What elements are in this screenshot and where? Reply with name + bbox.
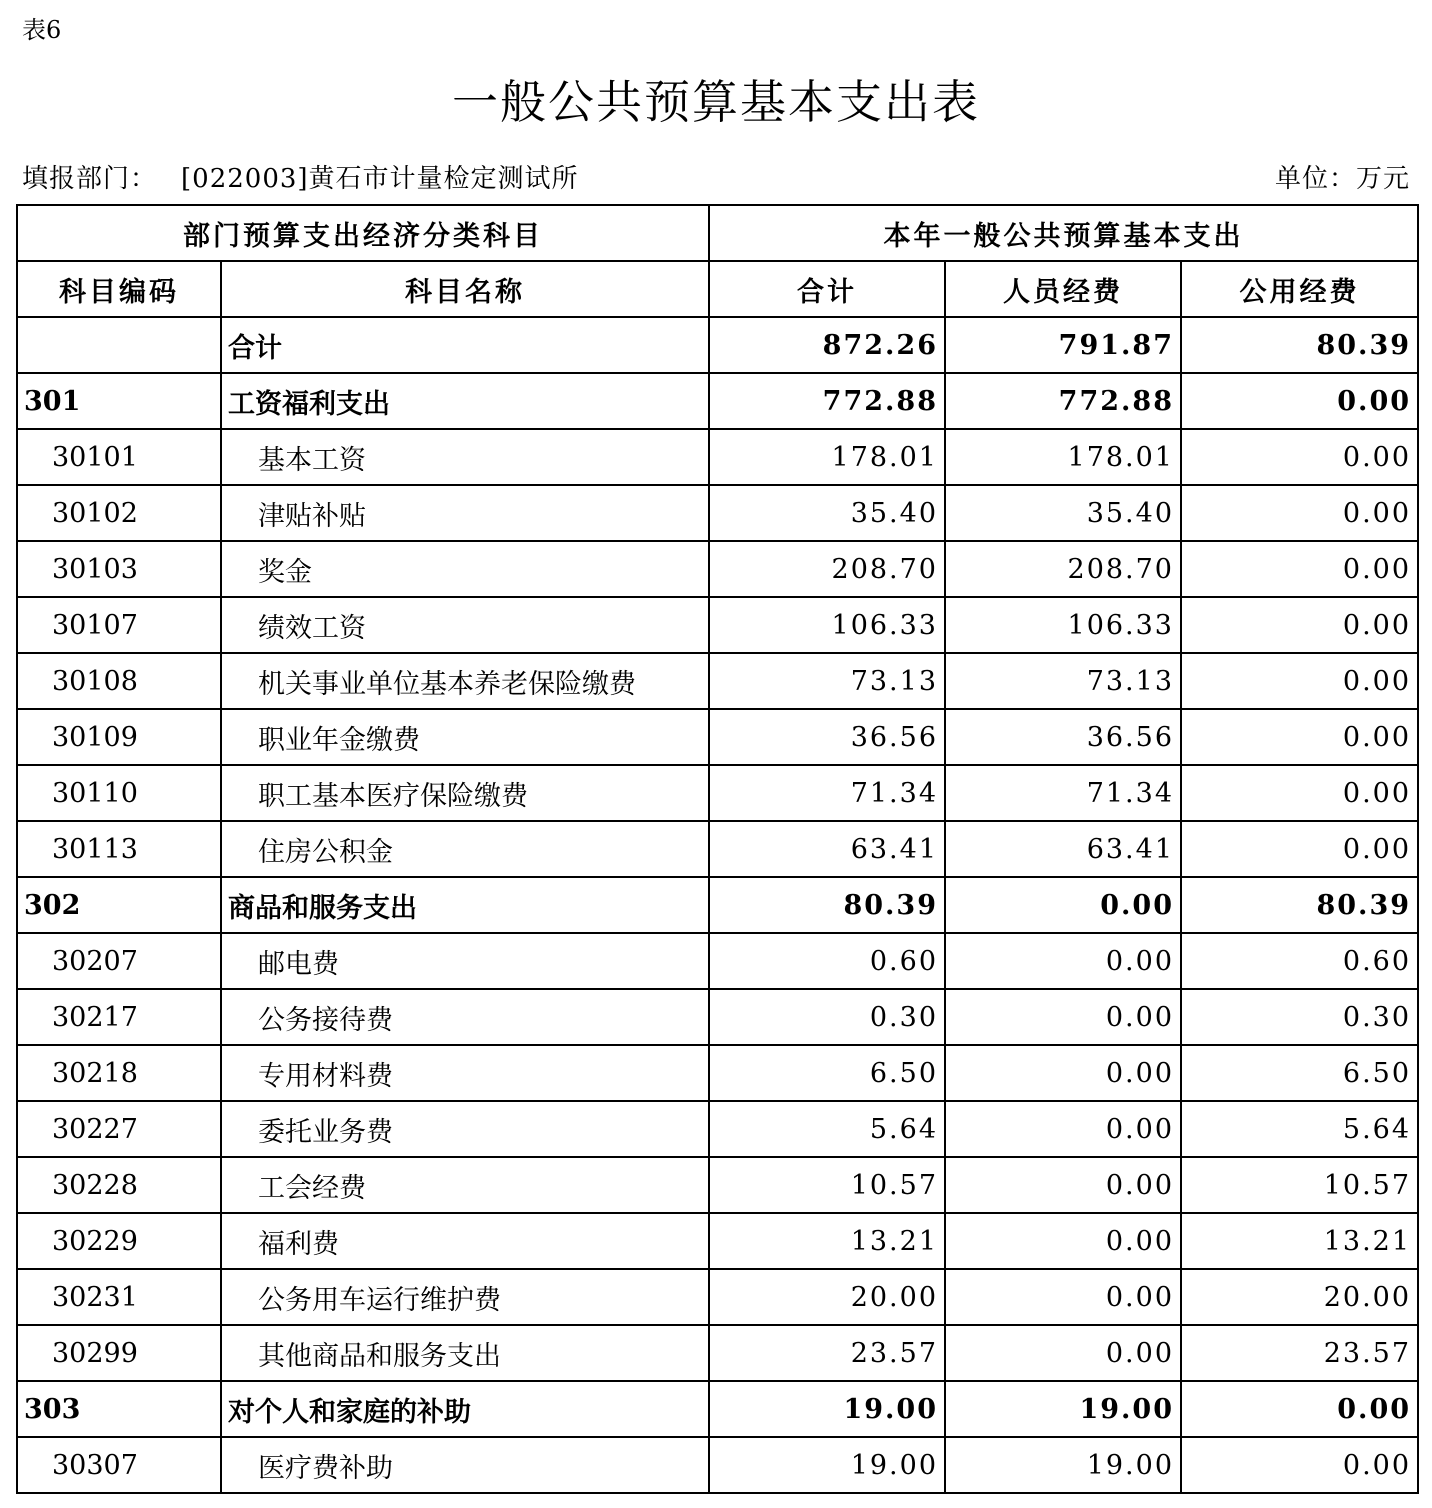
table-row <box>17 373 1418 429</box>
cell-public-expense: 0.00 <box>1181 597 1418 653</box>
cell-personnel-expense: 0.00 <box>945 1325 1181 1381</box>
table-row <box>17 765 1418 821</box>
cell-total: 0.30 <box>709 989 945 1045</box>
cell-personnel-expense: 0.00 <box>945 1213 1181 1269</box>
table-row <box>17 709 1418 765</box>
cell-personnel-expense: 0.00 <box>945 877 1181 933</box>
cell-subject-code: 30228 <box>17 1157 221 1213</box>
cell-total: 20.00 <box>709 1269 945 1325</box>
cell-subject-name: 工会经费 <box>221 1157 709 1213</box>
cell-public-expense: 0.00 <box>1181 485 1418 541</box>
cell-public-expense: 0.30 <box>1181 989 1418 1045</box>
cell-subject-code: 30113 <box>17 821 221 877</box>
cell-public-expense: 0.00 <box>1181 1437 1418 1493</box>
cell-public-expense: 13.21 <box>1181 1213 1418 1269</box>
table-row <box>17 317 1418 373</box>
cell-subject-name: 绩效工资 <box>221 597 709 653</box>
cell-subject-code: 30109 <box>17 709 221 765</box>
cell-subject-name: 邮电费 <box>221 933 709 989</box>
cell-subject-code: 30299 <box>17 1325 221 1381</box>
table-number: 表6 <box>22 16 62 44</box>
cell-public-expense: 0.60 <box>1181 933 1418 989</box>
cell-subject-name: 医疗费补助 <box>221 1437 709 1493</box>
cell-public-expense: 6.50 <box>1181 1045 1418 1101</box>
cell-public-expense: 10.57 <box>1181 1157 1418 1213</box>
cell-subject-name: 奖金 <box>221 541 709 597</box>
header-subject-code: 科目编码 <box>17 261 221 317</box>
table-row <box>17 653 1418 709</box>
header-personnel-expense: 人员经费 <box>945 261 1181 317</box>
cell-total: 35.40 <box>709 485 945 541</box>
cell-subject-name: 机关事业单位基本养老保险缴费 <box>221 653 709 709</box>
cell-subject-name: 对个人和家庭的补助 <box>221 1381 709 1437</box>
cell-personnel-expense: 0.00 <box>945 1045 1181 1101</box>
cell-total: 208.70 <box>709 541 945 597</box>
cell-total: 772.88 <box>709 373 945 429</box>
cell-total: 13.21 <box>709 1213 945 1269</box>
cell-subject-name: 基本工资 <box>221 429 709 485</box>
cell-subject-code: 30110 <box>17 765 221 821</box>
cell-total: 63.41 <box>709 821 945 877</box>
cell-personnel-expense: 0.00 <box>945 989 1181 1045</box>
cell-subject-code: 30217 <box>17 989 221 1045</box>
department-label: 填报部门： <box>22 164 158 194</box>
cell-total: 71.34 <box>709 765 945 821</box>
cell-total: 872.26 <box>709 317 945 373</box>
cell-subject-name: 津贴补贴 <box>221 485 709 541</box>
header-annual-basic-expenditure: 本年一般公共预算基本支出 <box>709 205 1418 261</box>
report-meta <box>22 160 1410 198</box>
cell-total: 106.33 <box>709 597 945 653</box>
cell-personnel-expense: 73.13 <box>945 653 1181 709</box>
cell-public-expense: 80.39 <box>1181 317 1418 373</box>
table-row <box>17 1213 1418 1269</box>
header-subject-name: 科目名称 <box>221 261 709 317</box>
table-row <box>17 1045 1418 1101</box>
table-row <box>17 933 1418 989</box>
cell-personnel-expense: 0.00 <box>945 933 1181 989</box>
cell-personnel-expense: 0.00 <box>945 1157 1181 1213</box>
unit-label: 单位：万元 <box>1274 164 1410 194</box>
cell-total: 19.00 <box>709 1381 945 1437</box>
cell-total: 36.56 <box>709 709 945 765</box>
cell-total: 19.00 <box>709 1437 945 1493</box>
department-value: [022003]黄石市计量检定测试所 <box>181 164 579 194</box>
table-row <box>17 485 1418 541</box>
cell-public-expense: 80.39 <box>1181 877 1418 933</box>
table-row <box>17 429 1418 485</box>
cell-subject-code: 30307 <box>17 1437 221 1493</box>
cell-subject-name: 工资福利支出 <box>221 373 709 429</box>
cell-total: 0.60 <box>709 933 945 989</box>
cell-subject-code: 303 <box>17 1381 221 1437</box>
header-row-columns <box>17 261 1418 317</box>
cell-personnel-expense: 0.00 <box>945 1269 1181 1325</box>
cell-public-expense: 23.57 <box>1181 1325 1418 1381</box>
cell-subject-name: 专用材料费 <box>221 1045 709 1101</box>
table-row <box>17 597 1418 653</box>
cell-subject-name: 委托业务费 <box>221 1101 709 1157</box>
cell-personnel-expense: 0.00 <box>945 1101 1181 1157</box>
cell-total: 178.01 <box>709 429 945 485</box>
cell-subject-name: 福利费 <box>221 1213 709 1269</box>
cell-personnel-expense: 208.70 <box>945 541 1181 597</box>
cell-subject-code: 30107 <box>17 597 221 653</box>
table-row <box>17 1157 1418 1213</box>
cell-personnel-expense: 106.33 <box>945 597 1181 653</box>
table-row <box>17 877 1418 933</box>
cell-subject-code: 30207 <box>17 933 221 989</box>
budget-table <box>16 204 1419 1494</box>
cell-subject-name: 商品和服务支出 <box>221 877 709 933</box>
cell-subject-code: 302 <box>17 877 221 933</box>
cell-personnel-expense: 63.41 <box>945 821 1181 877</box>
cell-subject-name: 职工基本医疗保险缴费 <box>221 765 709 821</box>
cell-total: 23.57 <box>709 1325 945 1381</box>
cell-personnel-expense: 791.87 <box>945 317 1181 373</box>
cell-public-expense: 0.00 <box>1181 709 1418 765</box>
cell-subject-name: 公务用车运行维护费 <box>221 1269 709 1325</box>
cell-total: 73.13 <box>709 653 945 709</box>
cell-total: 5.64 <box>709 1101 945 1157</box>
table-row <box>17 821 1418 877</box>
table-row <box>17 989 1418 1045</box>
table-row <box>17 541 1418 597</box>
cell-public-expense: 0.00 <box>1181 429 1418 485</box>
header-economic-classification: 部门预算支出经济分类科目 <box>17 205 709 261</box>
cell-personnel-expense: 36.56 <box>945 709 1181 765</box>
cell-subject-code: 30227 <box>17 1101 221 1157</box>
cell-subject-code: 30231 <box>17 1269 221 1325</box>
table-row <box>17 1437 1418 1493</box>
table-row <box>17 1381 1418 1437</box>
cell-subject-name: 其他商品和服务支出 <box>221 1325 709 1381</box>
cell-personnel-expense: 178.01 <box>945 429 1181 485</box>
cell-subject-code <box>17 317 221 373</box>
cell-public-expense: 0.00 <box>1181 653 1418 709</box>
cell-subject-name: 住房公积金 <box>221 821 709 877</box>
cell-personnel-expense: 19.00 <box>945 1381 1181 1437</box>
cell-subject-name: 公务接待费 <box>221 989 709 1045</box>
department-info <box>22 160 579 198</box>
cell-total: 10.57 <box>709 1157 945 1213</box>
cell-public-expense: 0.00 <box>1181 1381 1418 1437</box>
cell-subject-name: 合计 <box>221 317 709 373</box>
cell-public-expense: 0.00 <box>1181 765 1418 821</box>
cell-subject-code: 30101 <box>17 429 221 485</box>
cell-subject-code: 30218 <box>17 1045 221 1101</box>
table-row <box>17 1325 1418 1381</box>
cell-public-expense: 5.64 <box>1181 1101 1418 1157</box>
cell-public-expense: 0.00 <box>1181 541 1418 597</box>
cell-total: 80.39 <box>709 877 945 933</box>
cell-personnel-expense: 772.88 <box>945 373 1181 429</box>
cell-total: 6.50 <box>709 1045 945 1101</box>
cell-public-expense: 0.00 <box>1181 821 1418 877</box>
cell-subject-name: 职业年金缴费 <box>221 709 709 765</box>
cell-personnel-expense: 35.40 <box>945 485 1181 541</box>
cell-personnel-expense: 71.34 <box>945 765 1181 821</box>
cell-subject-code: 30229 <box>17 1213 221 1269</box>
cell-personnel-expense: 19.00 <box>945 1437 1181 1493</box>
page-title: 一般公共预算基本支出表 <box>452 75 980 129</box>
header-row-group <box>17 205 1418 261</box>
cell-subject-code: 30108 <box>17 653 221 709</box>
table-row <box>17 1101 1418 1157</box>
header-public-expense: 公用经费 <box>1181 261 1418 317</box>
cell-subject-code: 30103 <box>17 541 221 597</box>
cell-subject-code: 301 <box>17 373 221 429</box>
cell-subject-code: 30102 <box>17 485 221 541</box>
cell-public-expense: 20.00 <box>1181 1269 1418 1325</box>
cell-public-expense: 0.00 <box>1181 373 1418 429</box>
table-row <box>17 1269 1418 1325</box>
header-total: 合计 <box>709 261 945 317</box>
